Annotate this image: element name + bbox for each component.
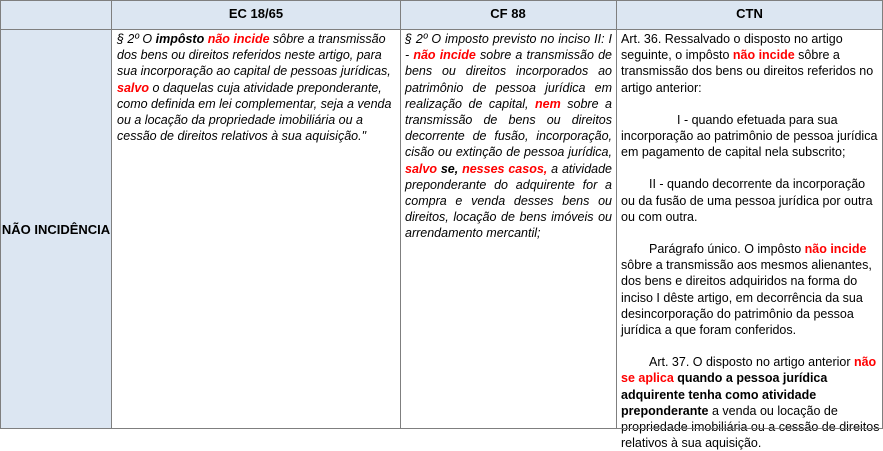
grid-line <box>0 0 1 429</box>
ctn-art-37 <box>621 354 880 451</box>
ctn-text-part: II - quando decorrente da incorporação ou da fusão de uma pessoa jurídica por outra ou com outra. <box>621 177 873 224</box>
ec-text-part: sôbre a transmissão dos bens ou direitos referidos neste artigo, para sua incorporação ao capital de pessoas jurídicas, <box>117 32 391 79</box>
header-cf-88: CF 88 <box>400 0 616 30</box>
grid-line <box>0 0 883 1</box>
ctn-text <box>616 30 883 451</box>
ctn-text-part: sôbre a transmissão dos bens ou direitos referidos no artigo anterior: <box>621 48 874 95</box>
ctn-highlight-nao-incide-2: não incide <box>804 242 867 257</box>
cf-highlight-nesses-casos: nesses casos, <box>462 161 548 176</box>
ctn-text-bold: quando a pessoa jurídica adquirente tenha como atividade preponderante <box>621 371 828 418</box>
ec-highlight-salvo: salvo <box>117 80 149 95</box>
cf-text-bold: se, <box>436 161 463 176</box>
grid-line <box>0 428 883 429</box>
ctn-highlight-nao-se-aplica: não se aplica <box>621 355 877 386</box>
ec-text-part: o daquelas cuja atividade preponderante, como definida em lei complementar, seja a venda ou a locação da propriedade imobiliária ou a cessão de direitos relativos à sua aquisição." <box>117 80 392 144</box>
cf-text-part: sobre a transmissão de bens ou direitos decorrente de fusão, incorporação, cisão ou extinção de pessoa jurídica, <box>405 96 613 160</box>
ec-18-65-text <box>112 30 400 429</box>
ctn-text-part: sôbre a transmissão aos mesmos alienantes, dos bens e direitos adquiridos na forma do inciso I dêste artigo, em decorrência da sua desincorporação do patrimônio da pessoa jurídica a que foram conferidos. <box>621 258 872 338</box>
ec-text-part: § 2º O <box>117 32 156 46</box>
cf-highlight-nem: nem <box>535 96 561 111</box>
ctn-inciso-i <box>621 112 880 161</box>
header-ec-18-65: EC 18/65 <box>112 0 400 30</box>
cf-text-part: a atividade preponderante do adquirente for a compra e venda desses bens ou direitos, locação de bens imóveis ou arrendamento mercantil; <box>405 161 613 241</box>
grid-line <box>0 29 883 30</box>
cf-text-part: sobre a transmissão de bens ou direitos incorporados ao patrimônio de pessoa jurídica em realização de capital, <box>405 48 612 111</box>
ctn-text-part: I - quando efetuada para sua incorporação ao patrimônio de pessoa jurídica em pagamento de capital nela subscrito; <box>621 112 878 160</box>
ec-highlight-nao-incide: não incide <box>207 32 270 46</box>
cf-highlight-salvo: salvo <box>405 161 437 176</box>
grid-line <box>111 0 112 429</box>
header-corner <box>0 0 112 30</box>
ctn-text-part: Parágrafo único. O impôsto <box>649 242 805 257</box>
cf-highlight-nao-incide: não incide <box>413 48 476 63</box>
ctn-text-part: a venda ou locação de relativos à sua aquisição. <box>621 403 838 451</box>
row-label-text: NÃO INCIDÊNCIA <box>1 222 111 237</box>
ctn-text-part: Art. 37. O disposto no artigo anterior <box>649 355 854 370</box>
ec-text-bold: impôsto <box>155 32 205 46</box>
header-ctn: CTN <box>616 0 883 30</box>
ctn-inciso-ii <box>621 176 880 225</box>
ctn-paragrafo-unico <box>621 241 880 338</box>
ctn-highlight-nao-incide: não incide <box>732 48 795 63</box>
row-label-nao-incidencia <box>0 30 112 429</box>
cf-text-part: § 2º O imposto previsto no inciso II: I - <box>405 32 612 63</box>
grid-line <box>400 0 401 429</box>
ctn-art-36 <box>621 31 880 96</box>
cf-88-text <box>400 30 616 429</box>
grid-line <box>616 0 617 429</box>
ctn-text-part: Art. 36. Ressalvado o disposto no artigo seguinte, o impôsto <box>621 32 843 63</box>
